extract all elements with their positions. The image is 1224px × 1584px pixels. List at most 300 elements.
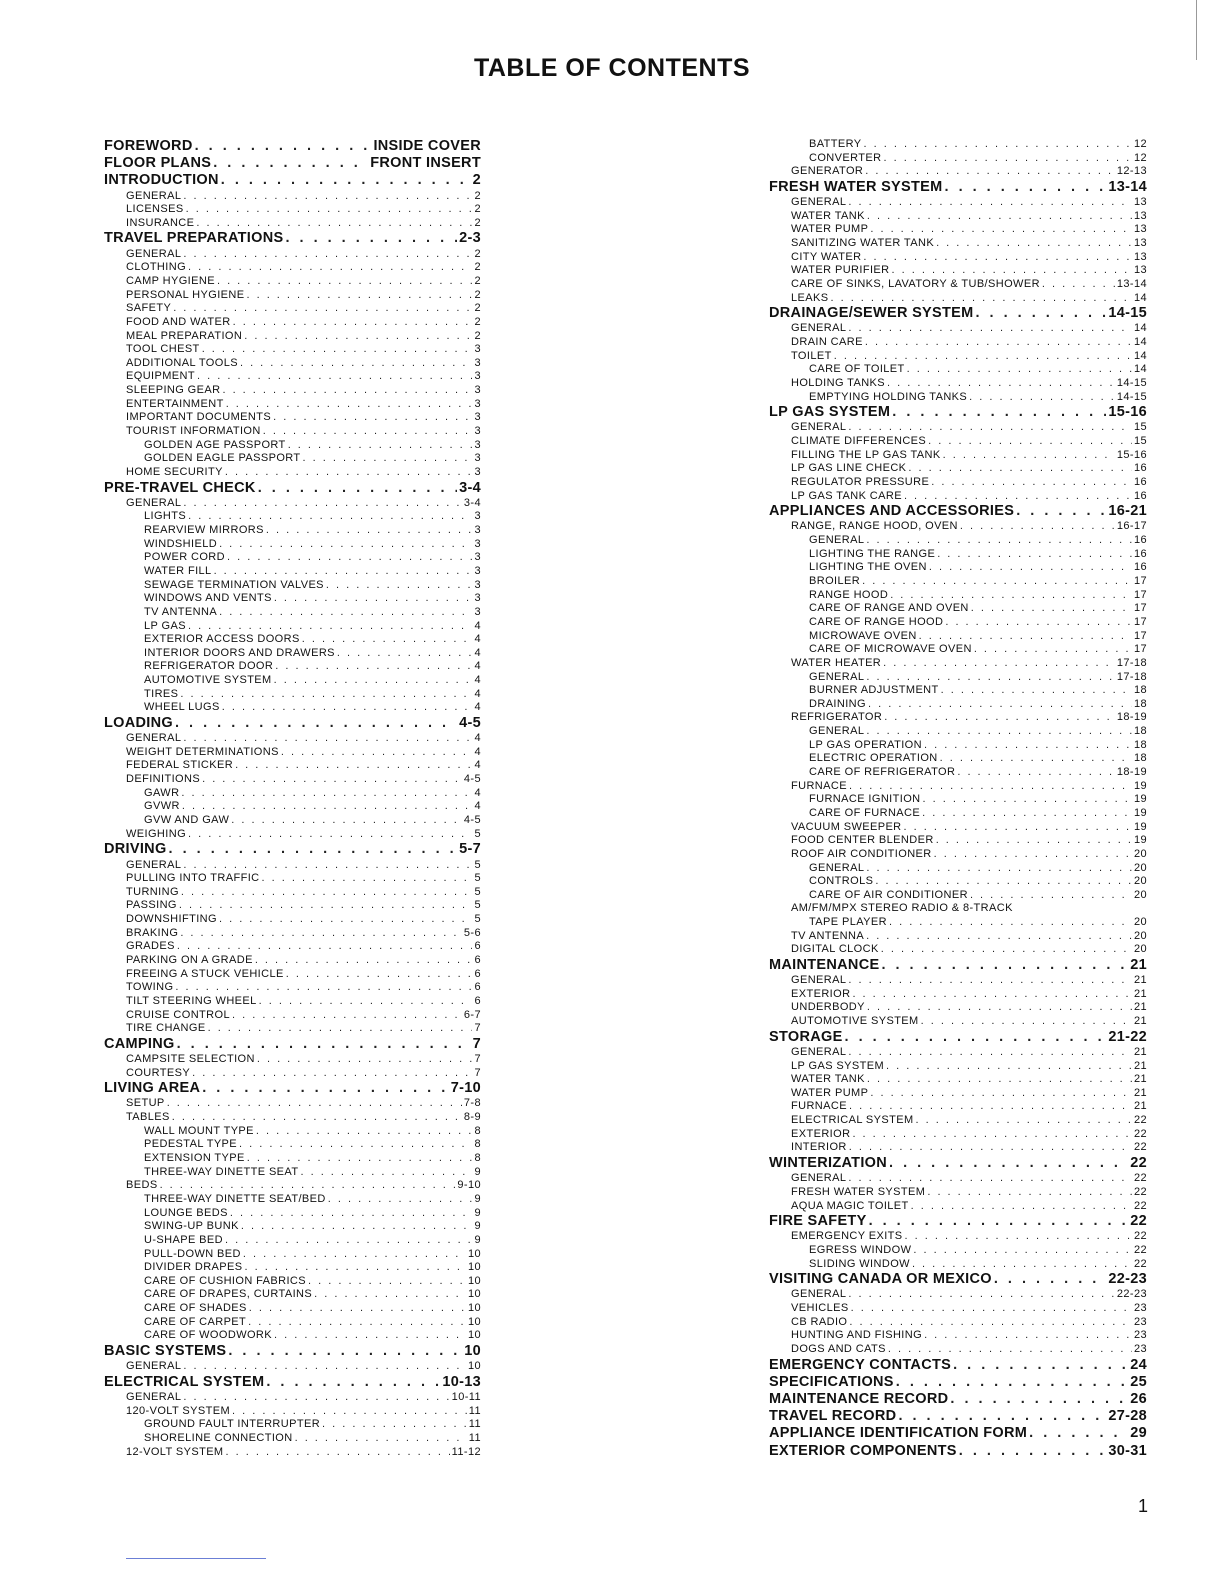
toc-section-entry xyxy=(769,404,1147,421)
toc-subentry xyxy=(769,377,1147,391)
toc-dot-leader xyxy=(870,1087,1132,1101)
toc-subentry xyxy=(769,752,1147,766)
toc-entry-label: FOREWORD xyxy=(104,138,193,154)
toc-entry-label: GENERAL xyxy=(809,861,865,874)
toc-dot-leader xyxy=(866,862,1132,876)
toc-dot-leader xyxy=(994,1271,1107,1288)
toc-entry-label: EXTERIOR xyxy=(791,1127,851,1140)
toc-entry-page: 3 xyxy=(474,438,481,451)
toc-entry-label: CRUISE CONTROL xyxy=(126,1008,230,1021)
toc-subentry xyxy=(769,548,1147,562)
toc-entry-label: CAMPSITE SELECTION xyxy=(126,1053,255,1066)
toc-subentry xyxy=(769,561,1147,575)
toc-subentry xyxy=(104,203,481,217)
toc-dot-leader xyxy=(314,1288,466,1302)
toc-dot-leader xyxy=(940,752,1132,766)
toc-dot-leader xyxy=(202,1080,449,1097)
toc-entry-page: 6 xyxy=(474,967,481,980)
toc-entry-page: 2 xyxy=(474,315,481,328)
toc-subentry xyxy=(769,1288,1147,1302)
toc-subentry xyxy=(104,1316,481,1330)
toc-subentry xyxy=(104,1329,481,1343)
toc-entry-page: 2 xyxy=(474,216,481,229)
toc-entry-label: SEWAGE TERMINATION VALVES xyxy=(144,578,324,591)
toc-entry-label: LP GAS SYSTEM xyxy=(769,404,891,421)
toc-dot-leader xyxy=(969,391,1115,405)
toc-subentry xyxy=(769,657,1147,671)
toc-entry-page: 16 xyxy=(1133,547,1147,560)
toc-dot-leader xyxy=(888,1343,1132,1357)
toc-subentry xyxy=(104,592,481,606)
toc-dot-leader xyxy=(848,974,1132,988)
toc-section-entry xyxy=(769,1029,1147,1046)
toc-dot-leader xyxy=(181,886,473,900)
toc-entry-label: EMERGENCY CONTACTS xyxy=(769,1356,952,1373)
toc-subentry xyxy=(769,1172,1147,1186)
toc-subentry xyxy=(104,411,481,425)
toc-entry-label: ADDITIONAL TOOLS xyxy=(126,356,238,369)
toc-entry-label: GENERAL xyxy=(126,1360,182,1373)
toc-entry-page: 12 xyxy=(1133,151,1147,164)
toc-subentry xyxy=(769,1343,1147,1357)
toc-entry-label: EXTENSION TYPE xyxy=(144,1152,245,1165)
toc-dot-leader xyxy=(929,561,1132,575)
toc-entry-page: 10-11 xyxy=(451,1391,481,1404)
toc-entry-page: 11 xyxy=(468,1431,481,1444)
toc-dot-leader xyxy=(173,302,472,316)
toc-entry-page: 3 xyxy=(474,524,481,537)
toc-entry-page: 2 xyxy=(474,274,481,287)
toc-entry-page: 17 xyxy=(1133,629,1147,642)
toc-dot-leader xyxy=(934,848,1132,862)
toc-subentry xyxy=(104,1207,481,1221)
toc-entry-page: 21 xyxy=(1133,1100,1147,1113)
toc-entry-page: 4 xyxy=(474,732,481,745)
toc-dot-leader xyxy=(849,1141,1132,1155)
toc-dot-leader xyxy=(848,421,1132,435)
toc-entry-page: 9-10 xyxy=(457,1179,481,1192)
toc-dot-leader xyxy=(181,787,472,801)
toc-dot-leader xyxy=(866,671,1114,685)
toc-dot-leader xyxy=(266,1374,440,1391)
toc-section-entry xyxy=(104,715,481,732)
toc-entry-label: FILLING THE LP GAS TANK xyxy=(791,448,941,461)
toc-entry-page: 13 xyxy=(1133,250,1147,263)
toc-entry-page: 10 xyxy=(467,1302,481,1315)
toc-dot-leader xyxy=(852,988,1132,1002)
toc-entry-label: WATER PUMP xyxy=(791,223,869,236)
toc-subentry xyxy=(104,746,481,760)
toc-dot-leader xyxy=(183,1391,449,1405)
toc-dot-leader xyxy=(262,872,473,886)
toc-dot-leader xyxy=(213,155,368,172)
toc-subentry xyxy=(769,251,1147,265)
toc-entry-page: 21 xyxy=(1133,1086,1147,1099)
toc-entry-page: 14 xyxy=(1133,336,1147,349)
toc-dot-leader xyxy=(177,940,473,954)
toc-subentry xyxy=(104,538,481,552)
toc-entry-page: 22 xyxy=(1133,1185,1147,1198)
toc-entry-page: 5 xyxy=(474,913,481,926)
toc-entry-label: CONTROLS xyxy=(809,875,874,888)
toc-subentry xyxy=(104,759,481,773)
toc-subentry xyxy=(104,773,481,787)
toc-entry-page: 14 xyxy=(1133,349,1147,362)
toc-dot-leader xyxy=(275,660,472,674)
toc-entry-page: FRONT INSERT xyxy=(370,155,481,172)
toc-entry-label: AM/FM/MPX STEREO RADIO & 8-TRACK xyxy=(791,902,1013,915)
toc-entry-label: CAMP HYGIENE xyxy=(126,274,215,287)
toc-dot-leader xyxy=(869,1213,1129,1230)
toc-entry-page: 3 xyxy=(474,411,481,424)
toc-entry-label: DOGS AND CATS xyxy=(791,1343,886,1356)
toc-entry-page: 8-9 xyxy=(463,1111,481,1124)
toc-dot-leader xyxy=(240,357,473,371)
toc-entry-page: 5 xyxy=(474,872,481,885)
toc-dot-leader xyxy=(285,230,457,247)
toc-entry-page: 20 xyxy=(1133,916,1147,929)
toc-entry-page: 26 xyxy=(1130,1391,1147,1408)
toc-dot-leader xyxy=(226,1446,450,1460)
toc-subentry xyxy=(769,435,1147,449)
toc-entry-label: FOOD CENTER BLENDER xyxy=(791,834,934,847)
toc-dot-leader xyxy=(892,264,1132,278)
toc-subentry xyxy=(104,872,481,886)
toc-entry-label: PEDESTAL TYPE xyxy=(144,1138,238,1151)
toc-subentry xyxy=(104,248,481,262)
toc-entry-page: 22 xyxy=(1133,1199,1147,1212)
toc-section-entry xyxy=(104,172,481,189)
toc-entry-label: WATER PUMP xyxy=(791,1086,869,1099)
toc-entry-label: HUNTING AND FISHING xyxy=(791,1329,923,1342)
toc-entry-label: FRESH WATER SYSTEM xyxy=(769,178,943,195)
toc-subentry xyxy=(769,602,1147,616)
toc-entry-page: 13 xyxy=(1133,264,1147,277)
toc-dot-leader xyxy=(219,913,473,927)
toc-entry-page: 3 xyxy=(474,397,481,410)
toc-dot-leader xyxy=(923,793,1132,807)
toc-entry-page: 22 xyxy=(1133,1172,1147,1185)
toc-entry-label: FURNACE IGNITION xyxy=(809,793,921,806)
toc-entry-label: DIGITAL CLOCK xyxy=(791,943,879,956)
toc-entry-page: 4 xyxy=(474,701,481,714)
toc-subentry xyxy=(104,940,481,954)
toc-dot-leader xyxy=(892,404,1106,421)
toc-dot-leader xyxy=(904,490,1132,504)
toc-subentry xyxy=(104,330,481,344)
toc-entry-page: 4 xyxy=(474,633,481,646)
toc-entry-page: 8 xyxy=(474,1152,481,1165)
toc-dot-leader xyxy=(221,172,471,189)
toc-entry-label: TRAVEL PREPARATIONS xyxy=(104,230,284,247)
toc-entry-page: 12 xyxy=(1133,138,1147,150)
toc-subentry xyxy=(104,579,481,593)
toc-section-entry xyxy=(104,1343,481,1360)
toc-entry-page: 29 xyxy=(1130,1425,1147,1442)
toc-subentry xyxy=(769,1186,1147,1200)
toc-entry-page: 5 xyxy=(474,858,481,871)
toc-subentry xyxy=(769,575,1147,589)
toc-entry-page: 4-5 xyxy=(463,814,481,827)
toc-entry-label: CLIMATE DIFFERENCES xyxy=(791,435,927,448)
toc-entry-page: 16-21 xyxy=(1108,503,1147,520)
toc-subentry xyxy=(769,1244,1147,1258)
toc-entry-page: 3 xyxy=(474,564,481,577)
toc-entry-label: APPLIANCE IDENTIFICATION FORM xyxy=(769,1425,1028,1442)
toc-entry-label: BEDS xyxy=(126,1179,158,1192)
toc-section-entry xyxy=(769,1391,1147,1408)
toc-entry-page: 23 xyxy=(1133,1302,1147,1315)
toc-entry-page: 3 xyxy=(474,384,481,397)
toc-entry-label: INTERIOR DOORS AND DRAWERS xyxy=(144,646,335,659)
toc-dot-leader xyxy=(232,1405,467,1419)
toc-entry-page: 2 xyxy=(474,302,481,315)
toc-entry-label: FURNACE xyxy=(791,1100,847,1113)
toc-subentry xyxy=(769,1200,1147,1214)
toc-subentry xyxy=(104,1152,481,1166)
toc-entry-page: 5-7 xyxy=(459,841,481,858)
toc-dot-leader xyxy=(225,1234,472,1248)
toc-entry-label: CARE OF SHADES xyxy=(144,1302,247,1315)
toc-entry-page: 22 xyxy=(1130,1213,1147,1230)
toc-subentry xyxy=(104,1360,481,1374)
toc-entry-label: PARKING ON A GRADE xyxy=(126,953,253,966)
toc-dot-leader xyxy=(186,203,473,217)
toc-dot-leader xyxy=(322,1418,467,1432)
toc-entry-label: BASIC SYSTEMS xyxy=(104,1343,227,1360)
toc-dot-leader xyxy=(849,1100,1132,1114)
toc-dot-leader xyxy=(160,1179,456,1193)
toc-subentry xyxy=(769,589,1147,603)
toc-entry-label: U-SHAPE BED xyxy=(144,1233,223,1246)
toc-entry-page: 3 xyxy=(474,551,481,564)
toc-subentry xyxy=(104,1418,481,1432)
toc-subentry xyxy=(769,780,1147,794)
toc-entry-label: ELECTRIC OPERATION xyxy=(809,752,938,765)
toc-subentry xyxy=(769,862,1147,876)
toc-subentry xyxy=(769,223,1147,237)
toc-subentry xyxy=(104,357,481,371)
toc-subentry xyxy=(769,643,1147,657)
toc-entry-label: TV ANTENNA xyxy=(144,605,218,618)
toc-subentry xyxy=(769,1128,1147,1142)
toc-entry-label: INTERIOR xyxy=(791,1141,847,1154)
toc-entry-label: FRESH WATER SYSTEM xyxy=(791,1185,926,1198)
toc-subentry xyxy=(104,398,481,412)
toc-subentry xyxy=(769,834,1147,848)
toc-subentry xyxy=(769,138,1147,152)
toc-dot-leader xyxy=(1029,1425,1128,1442)
toc-dot-leader xyxy=(300,1166,472,1180)
toc-entry-page: 7 xyxy=(474,1053,481,1066)
toc-entry-label: THREE-WAY DINETTE SEAT xyxy=(144,1165,299,1178)
toc-entry-page: 14 xyxy=(1133,322,1147,335)
toc-dot-leader xyxy=(867,210,1132,224)
toc-entry-page: 18 xyxy=(1133,697,1147,710)
toc-entry-label: CARE OF FURNACE xyxy=(809,806,921,819)
toc-entry-label: TRAVEL RECORD xyxy=(769,1408,897,1425)
toc-entry-page: 18 xyxy=(1133,725,1147,738)
toc-entry-label: WINDSHIELD xyxy=(144,537,218,550)
toc-subentry xyxy=(769,462,1147,476)
toc-entry-label: UNDERBODY xyxy=(791,1001,865,1014)
toc-entry-page: 15-16 xyxy=(1108,404,1147,421)
toc-entry-label: BATTERY xyxy=(809,138,862,150)
toc-subentry xyxy=(104,302,481,316)
toc-entry-page: 17-18 xyxy=(1116,656,1147,669)
toc-entry-page: 3 xyxy=(474,537,481,550)
toc-subentry xyxy=(104,316,481,330)
toc-entry-page: 11-12 xyxy=(451,1445,481,1458)
toc-entry-page: 18 xyxy=(1133,738,1147,751)
toc-dot-leader xyxy=(936,834,1132,848)
toc-dot-leader xyxy=(868,698,1132,712)
toc-entry-label: PULLING INTO TRAFFIC xyxy=(126,872,260,885)
toc-dot-leader xyxy=(889,1155,1128,1172)
toc-entry-page: 13 xyxy=(1133,223,1147,236)
toc-subentry xyxy=(104,981,481,995)
toc-entry-label: SAFETY xyxy=(126,302,172,315)
toc-entry-label: TOURIST INFORMATION xyxy=(126,425,261,437)
toc-entry-page: 22 xyxy=(1133,1127,1147,1140)
toc-dot-leader xyxy=(945,179,1107,196)
toc-entry-page: 3 xyxy=(474,370,481,383)
toc-dot-leader xyxy=(945,616,1132,630)
toc-subentry xyxy=(769,739,1147,753)
toc-entry-label: FOOD AND WATER xyxy=(126,315,231,328)
toc-entry-label: DRAINING xyxy=(809,697,866,710)
toc-entry-page: 4 xyxy=(474,674,481,687)
toc-entry-page: 12-13 xyxy=(1116,165,1147,178)
toc-subentry xyxy=(104,787,481,801)
toc-dot-leader xyxy=(849,780,1132,794)
toc-subentry xyxy=(769,322,1147,336)
toc-subentry xyxy=(104,1391,481,1405)
toc-dot-leader xyxy=(245,1261,466,1275)
toc-dot-leader xyxy=(848,1172,1132,1186)
toc-entry-page: 23 xyxy=(1133,1329,1147,1342)
toc-dot-leader xyxy=(281,746,473,760)
toc-entry-label: GENERAL xyxy=(791,1172,847,1185)
toc-entry-page: 10 xyxy=(467,1329,481,1342)
toc-section-entry xyxy=(769,305,1147,322)
toc-subentry xyxy=(769,711,1147,725)
toc-entry-label: FLOOR PLANS xyxy=(104,155,212,172)
toc-dot-leader xyxy=(864,138,1132,152)
toc-entry-page: 22 xyxy=(1133,1230,1147,1243)
toc-subentry xyxy=(104,384,481,398)
toc-subentry xyxy=(769,196,1147,210)
toc-entry-label: GVWR xyxy=(144,800,180,813)
toc-entry-page: 20 xyxy=(1133,888,1147,901)
toc-entry-label: GENERAL xyxy=(126,247,182,260)
toc-entry-page: 11 xyxy=(468,1404,481,1417)
toc-entry-label: WATER PURIFIER xyxy=(791,264,890,277)
toc-dot-leader xyxy=(274,592,473,606)
toc-dot-leader xyxy=(916,1114,1132,1128)
toc-subentry xyxy=(104,633,481,647)
toc-dot-leader xyxy=(974,643,1132,657)
toc-entry-label: EQUIPMENT xyxy=(126,370,195,383)
toc-subentry xyxy=(104,660,481,674)
toc-entry-label: GENERAL xyxy=(809,725,865,738)
toc-subentry xyxy=(769,1114,1147,1128)
toc-subentry xyxy=(104,1053,481,1067)
toc-entry-label: 120-VOLT SYSTEM xyxy=(126,1404,231,1417)
toc-entry-page: 3 xyxy=(474,465,481,478)
toc-entry-page: 16-17 xyxy=(1116,520,1147,533)
toc-subentry xyxy=(769,1001,1147,1015)
toc-entry-page: 25 xyxy=(1130,1373,1147,1390)
toc-dot-leader xyxy=(233,316,473,330)
toc-subentry xyxy=(769,793,1147,807)
toc-entry-page: 16 xyxy=(1133,489,1147,502)
toc-entry-page: 19 xyxy=(1133,793,1147,806)
toc-entry-page: 20 xyxy=(1133,929,1147,942)
toc-subentry xyxy=(104,620,481,634)
toc-subentry xyxy=(104,954,481,968)
toc-subentry xyxy=(769,930,1147,944)
toc-dot-leader xyxy=(177,1036,471,1053)
toc-subentry xyxy=(769,698,1147,712)
toc-subentry xyxy=(104,859,481,873)
toc-entry-label: WATER TANK xyxy=(791,209,865,222)
toc-dot-leader xyxy=(202,343,473,357)
toc-subentry xyxy=(769,1141,1147,1155)
toc-subentry xyxy=(769,875,1147,889)
toc-section-entry xyxy=(769,1408,1147,1425)
toc-dot-leader xyxy=(881,943,1132,957)
toc-entry-page: 14 xyxy=(1133,363,1147,376)
toc-entry-page: 22 xyxy=(1133,1243,1147,1256)
toc-subentry xyxy=(104,466,481,480)
toc-section-entry xyxy=(769,179,1147,196)
toc-subentry xyxy=(769,1073,1147,1087)
toc-entry-page: 4 xyxy=(474,619,481,632)
toc-entry-page: 19 xyxy=(1133,806,1147,819)
toc-entry-page: 10 xyxy=(467,1247,481,1260)
toc-section-entry xyxy=(104,841,481,858)
toc-dot-leader xyxy=(866,725,1132,739)
toc-entry-label: ELECTRICAL SYSTEM xyxy=(791,1114,914,1127)
toc-subentry xyxy=(769,848,1147,862)
toc-entry-label: GOLDEN AGE PASSPORT xyxy=(144,438,286,451)
toc-entry-label: GENERAL xyxy=(791,1045,847,1058)
toc-subentry xyxy=(104,261,481,275)
toc-subentry xyxy=(104,886,481,900)
toc-subentry xyxy=(769,684,1147,698)
toc-subentry xyxy=(769,421,1147,435)
toc-entry-page: 6 xyxy=(474,953,481,966)
toc-entry-label: EMERGENCY EXITS xyxy=(791,1230,903,1243)
toc-entry-label: REFRIGERATOR DOOR xyxy=(144,660,274,673)
toc-dot-leader xyxy=(239,1138,472,1152)
toc-dot-leader xyxy=(232,1009,462,1023)
toc-entry-page: 2 xyxy=(474,247,481,260)
toc-subentry xyxy=(104,551,481,565)
toc-section-entry xyxy=(769,1443,1147,1460)
toc-entry-page: 13-14 xyxy=(1108,178,1147,195)
toc-entry-label: MEAL PREPARATION xyxy=(126,329,243,342)
toc-dot-leader xyxy=(905,1230,1132,1244)
toc-dot-leader xyxy=(175,981,472,995)
toc-dot-leader xyxy=(898,1408,1106,1425)
toc-dot-leader xyxy=(255,954,473,968)
toc-dot-leader xyxy=(883,152,1131,166)
toc-dot-leader xyxy=(845,1029,1107,1046)
toc-dot-leader xyxy=(188,620,473,634)
toc-entry-page: 19 xyxy=(1133,820,1147,833)
